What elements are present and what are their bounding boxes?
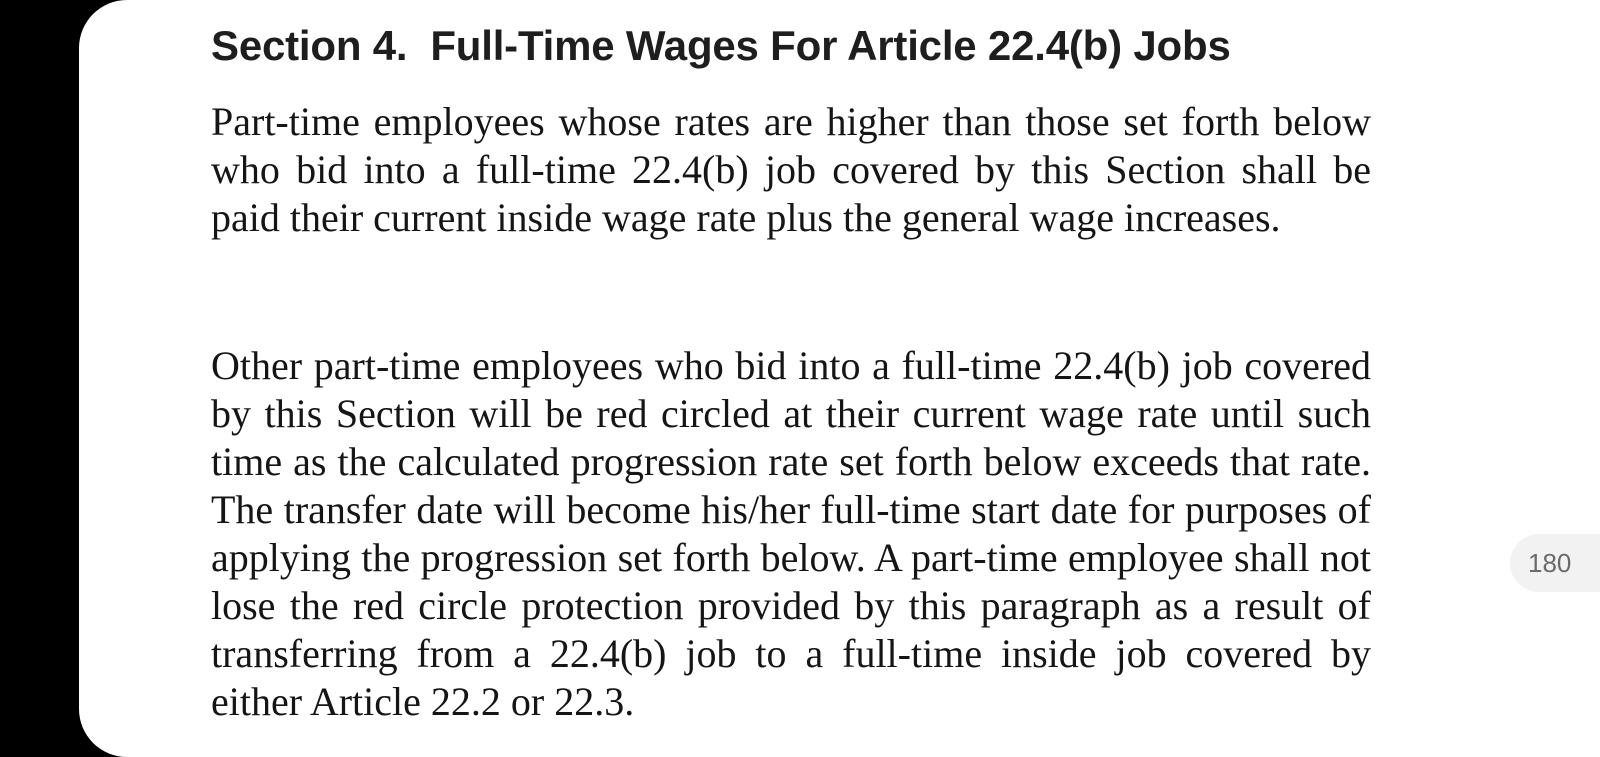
page-number-indicator: 180 xyxy=(1510,534,1600,592)
document-page[interactable] xyxy=(79,0,1600,757)
section-heading: Section 4. Full-Time Wages For Article 22.4(b) Jobs xyxy=(211,22,1231,69)
paragraph-red-circle: Other part-time employees who bid into a full-time 22.4(b) job covered by this Section will be red circled at their current wage rate until such time as the calculated progression rate set forth below exceeds that rate. The transfer date will become his/her full-time start date for purposes of applying the progression set forth below. A part-time employee shall not lose the red circle protection provided by this paragraph as a result of transferring from a 22.4(b) job to a full-time inside job covered by either Article 22.2 or 22.3. xyxy=(211,343,1371,724)
paragraph-part-time-rates: Part-time employees whose rates are higher than those set forth below who bid into a full-time 22.4(b) job covered by this Section shall be paid their current inside wage rate plus the general wage increases. xyxy=(211,99,1371,240)
